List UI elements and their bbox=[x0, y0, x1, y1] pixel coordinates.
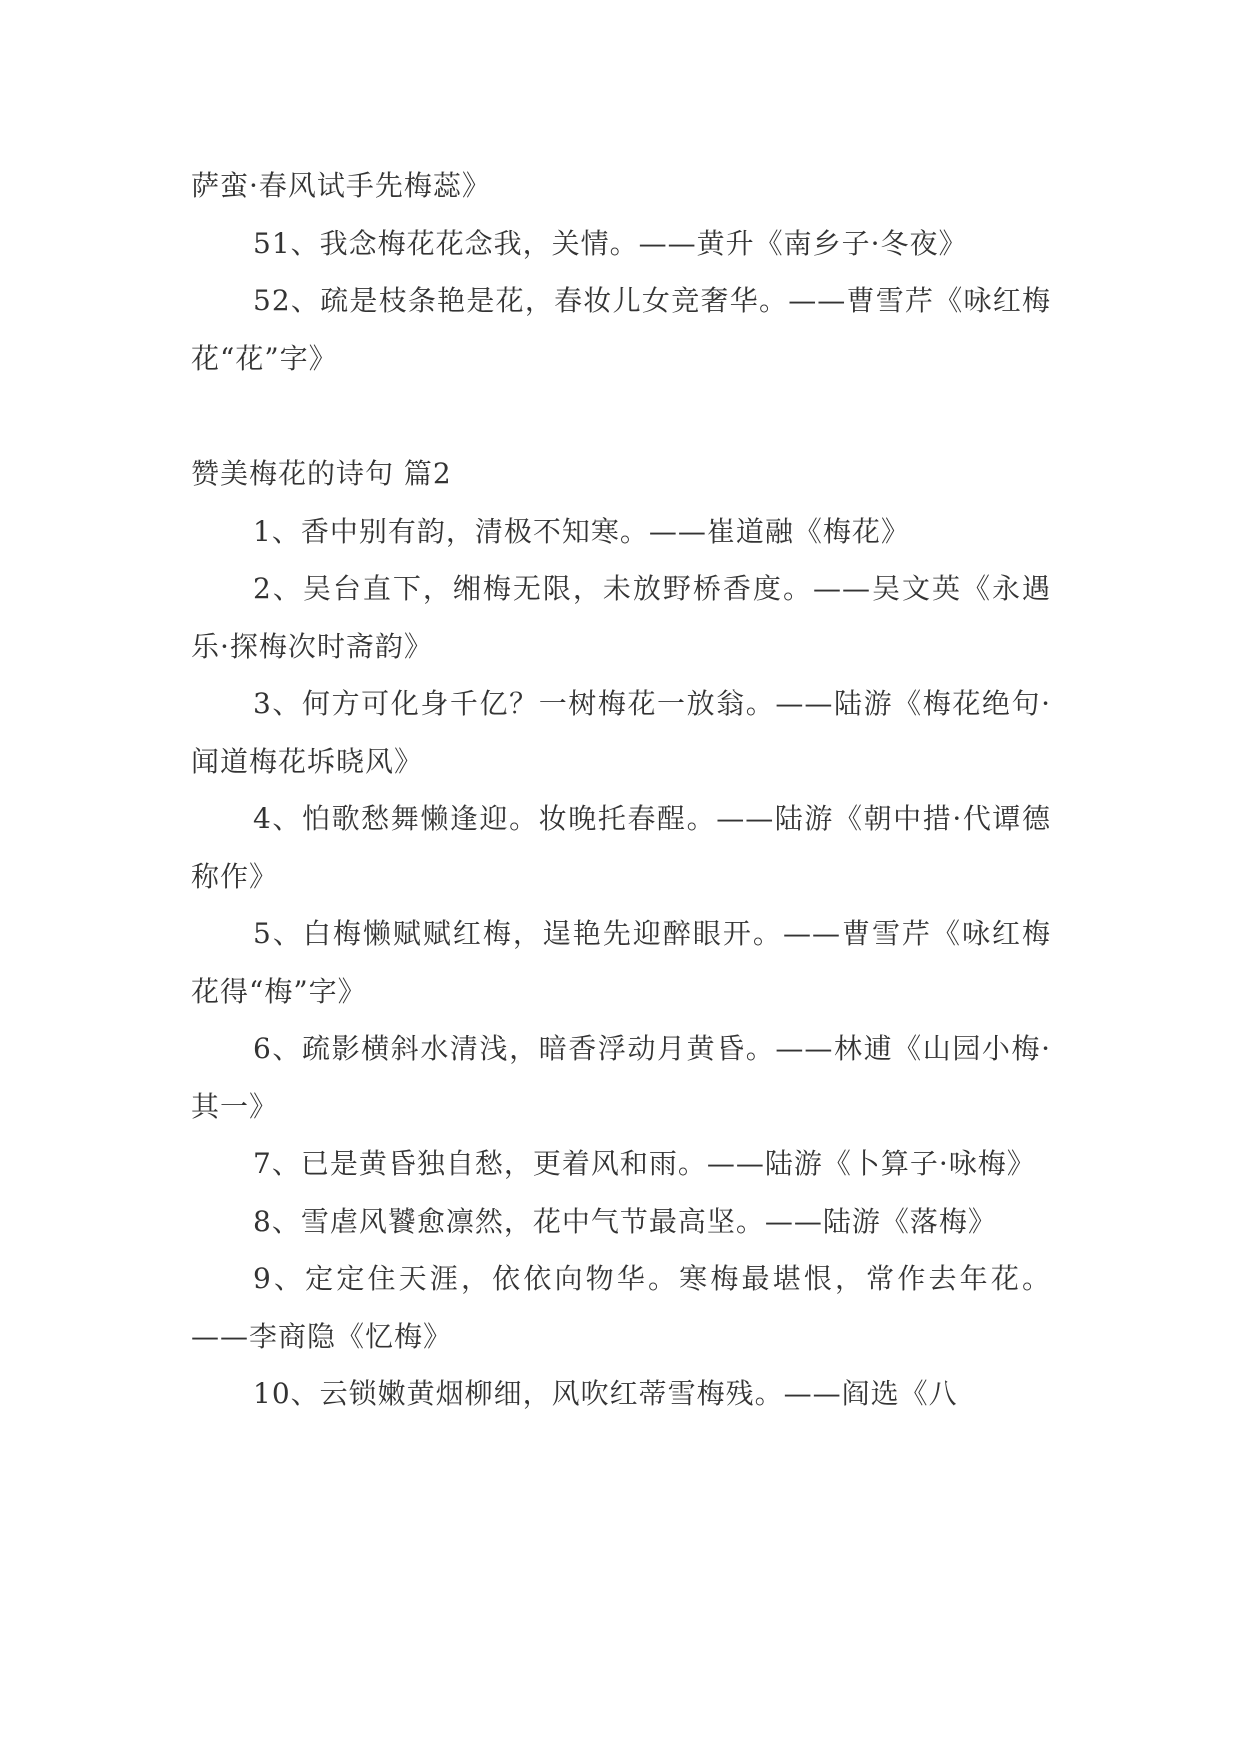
poem-line-4: 4、怕歌愁舞懒逢迎。妆晚托春酲。——陆游《朝中措·代谭德称作》 bbox=[191, 802, 1051, 893]
poem-line-3: 3、何方可化身千亿？一树梅花一放翁。——陆游《梅花绝句·闻道梅花坼晓风》 bbox=[191, 687, 1051, 778]
poem-line-6: 6、疏影横斜水清浅，暗香浮动月黄昏。——林逋《山园小梅·其一》 bbox=[191, 1032, 1051, 1123]
poem-line-52: 52、疏是枝条艳是花，春妆儿女竞奢华。——曹雪芹《咏红梅花“花”字》 bbox=[191, 284, 1051, 375]
poem-line-7: 7、已是黄昏独自愁，更着风和雨。——陆游《卜算子·咏梅》 bbox=[253, 1147, 1036, 1180]
continued-paragraph: 萨蛮·春风试手先梅蕊》 bbox=[191, 169, 491, 202]
poem-line-10: 10、云锁嫩黄烟柳细，风吹红蒂雪梅残。——阎选《八 bbox=[253, 1377, 958, 1410]
document-body bbox=[191, 157, 1051, 1423]
poem-line-51: 51、我念梅花花念我，关情。——黄升《南乡子·冬夜》 bbox=[253, 226, 968, 260]
poem-line-5: 5、白梅懒赋赋红梅，逞艳先迎醉眼开。——曹雪芹《咏红梅花得“梅”字》 bbox=[191, 917, 1051, 1008]
section-title: 赞美梅花的诗句 篇2 bbox=[191, 457, 452, 490]
poem-line-2: 2、吴台直下，缃梅无限，未放野桥香度。——吴文英《永遇乐·探梅次时斋韵》 bbox=[191, 572, 1051, 663]
poem-line-9: 9、定定住天涯，依依向物华。寒梅最堪恨，常作去年花。——李商隐《忆梅》 bbox=[191, 1262, 1051, 1353]
poem-line-1: 1、香中别有韵，清极不知寒。——崔道融《梅花》 bbox=[253, 514, 910, 548]
poem-line-8: 8、雪虐风饕愈凛然，花中气节最高坚。——陆游《落梅》 bbox=[253, 1204, 997, 1238]
